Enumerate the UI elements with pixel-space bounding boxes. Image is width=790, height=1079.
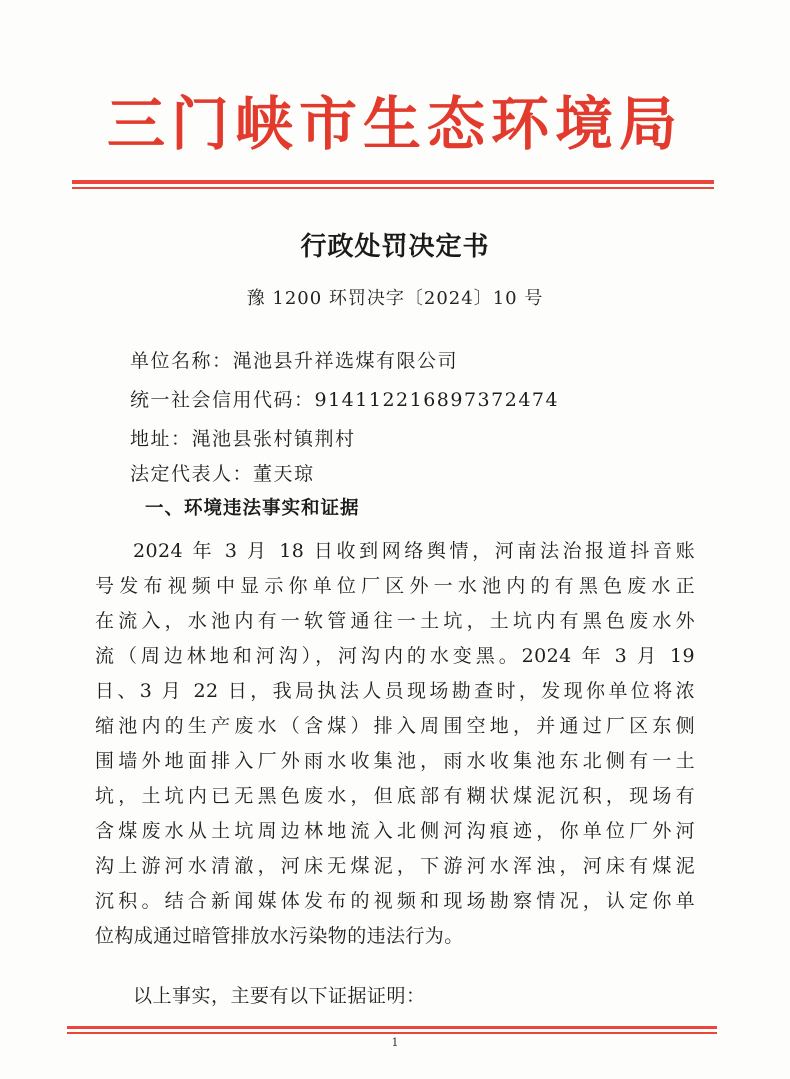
letterhead-divider-thin (72, 187, 714, 189)
page-number: 1 (391, 1036, 399, 1049)
paragraph-line: 围墙外地面排入厂外雨水收集池，雨水收集池东北侧有一土 (95, 750, 695, 772)
paragraph-line: 流（周边林地和河沟），河沟内的水变黑。2024 年 3 月 19 (95, 645, 695, 667)
paragraph-line: 沟上游河水清澈，河床无煤泥，下游河水浑浊，河床有煤泥 (95, 855, 695, 877)
paragraph-line: 号发布视频中显示你单位厂区外一水池内的有黑色废水正 (95, 575, 695, 597)
paragraph-line: 在流入，水池内有一软管通往一土坑，土坑内有黑色废水外 (95, 610, 695, 632)
document-title: 行政处罚决定书 (300, 232, 490, 262)
paragraph-line: 缩池内的生产废水（含煤）排入周围空地，并通过厂区东侧 (95, 715, 695, 737)
paragraph-line: 位构成通过暗管排放水污染物的违法行为。 (95, 925, 464, 947)
evidence-intro-line: 以上事实，主要有以下证据证明： (133, 985, 426, 1007)
paragraph-line: 2024 年 3 月 18 日收到网络舆情，河南法治报道抖音账 (133, 540, 695, 562)
agency-letterhead-title: 三门峡市生态环境局 (106, 90, 683, 158)
credit-code-line: 统一社会信用代码：914112216897372474 (130, 389, 560, 411)
document-number: 豫 1200 环罚决字〔2024〕10 号 (246, 288, 544, 309)
section-heading-violation-facts: 一、环境违法事实和证据 (145, 498, 360, 519)
footer-divider-thin (67, 1032, 717, 1034)
paragraph-line: 坑，土坑内已无黑色废水，但底部有糊状煤泥沉积，现场有 (95, 785, 695, 807)
paragraph-line: 含煤废水从土坑周边林地流入北侧河沟痕迹，你单位厂外河 (95, 820, 695, 842)
legal-representative-line: 法定代表人：董天琼 (130, 463, 315, 485)
address-line: 地址：渑池县张村镇荆村 (130, 428, 356, 450)
footer-divider-thick (67, 1026, 717, 1029)
paragraph-line: 沉积。结合新闻媒体发布的视频和现场勘察情况，认定你单 (95, 890, 695, 912)
letterhead-divider-thick (72, 180, 714, 184)
paragraph-line: 日、3 月 22 日，我局执法人员现场勘查时，发现你单位将浓 (95, 680, 695, 702)
unit-name-line: 单位名称：渑池县升祥选煤有限公司 (130, 350, 459, 372)
